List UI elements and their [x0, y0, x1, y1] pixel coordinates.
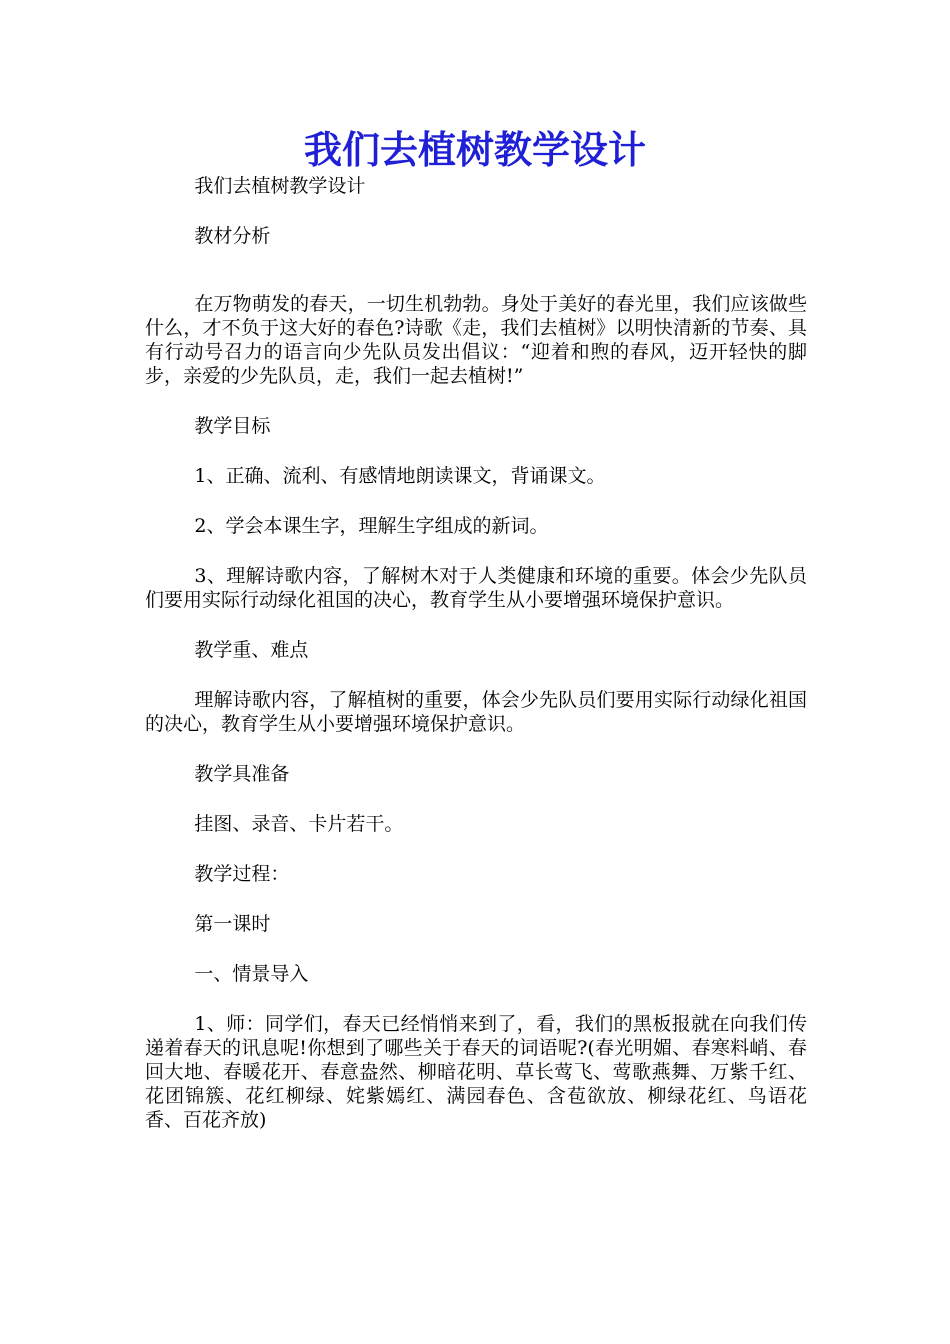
- document-body: [145, 174, 807, 1132]
- scene-intro-paragraph: 1、师：同学们，春天已经悄悄来到了，看，我们的黑板报就在向我们传递着春天的讯息呢!你想到了哪些关于春天的词语呢?(春光明媚、春寒料峭、春回大地、春暖花开、春意盎然、柳暗花明、草长莺飞、莺歌燕舞、万紫千红、花团锦簇、花红柳绿、姹紫嫣红、满园春色、含苞欲放、柳绿花红、鸟语花香、百花齐放): [145, 1013, 807, 1131]
- heading-teaching-goals: 教学目标: [194, 415, 271, 437]
- heading-materials-analysis: 教材分析: [194, 225, 271, 247]
- document-title: 我们去植树教学设计: [303, 127, 646, 172]
- heading-key-points: 教学重、难点: [194, 639, 309, 661]
- goal-item-2: 2、学会本课生字，理解生字组成的新词。: [194, 515, 549, 537]
- key-points-paragraph: 理解诗歌内容，了解植树的重要，体会少先队员们要用实际行动绿化祖国的决心，教育学生从小要增强环境保护意识。: [145, 689, 807, 735]
- goal-item-3: 3、理解诗歌内容，了解树木对于人类健康和环境的重要。体会少先队员们要用实际行动绿化祖国的决心，教育学生从小要增强环境保护意识。: [145, 565, 807, 611]
- heading-teaching-process: 教学过程：: [194, 863, 290, 885]
- subtitle-paragraph: 我们去植树教学设计: [194, 175, 366, 197]
- heading-scene-intro: 一、情景导入: [194, 963, 309, 985]
- goal-item-1: 1、正确、流利、有感情地朗读课文，背诵课文。: [194, 465, 606, 487]
- materials-prep-paragraph: 挂图、录音、卡片若干。: [194, 813, 404, 835]
- analysis-paragraph: 在万物萌发的春天，一切生机勃勃。身处于美好的春光里，我们应该做些什么，才不负于这大好的春色?诗歌《走，我们去植树》以明快清新的节奏、具有行动号召力的语言向少先队员发出倡议：“迎着和煦的春风，迈开轻快的脚步，亲爱的少先队员，走，我们一起去植树!”: [145, 293, 807, 387]
- heading-first-lesson: 第一课时: [194, 913, 271, 935]
- heading-materials-prep: 教学具准备: [194, 763, 290, 785]
